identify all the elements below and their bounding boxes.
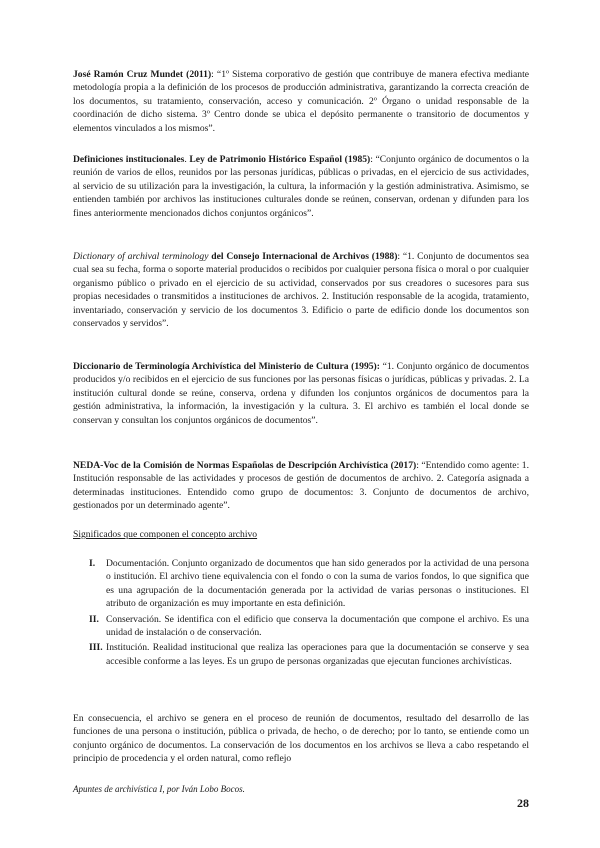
paragraph-text: : “Conjunto orgánico de documentos o la reunión de varios de ellos, reunidos por las personas jurídicas, públicas o privadas, en el ejercicio de sus actividades, al servicio de su utilización para la investigación, la cultura, la información y la gestión administrativa. Asimismo, se entienden también por archivos las instituciones culturales donde se reúnen, conservan, ordenan y difunden para los fines anteriormente mencionados dichos conjuntos orgánicos”.: [73, 154, 530, 219]
paragraph-text: : “1. Conjunto de documentos sea cual sea su fecha, forma o soporte material producidos o recibidos por cualquier persona física o moral o por cualquier organismo público o privado en el ejercicio de su actividad, conservados por sus creadores o sucesores para sus propias necesidades o transmitidos a instituciones de archivos. 2. Institución responsable de la acogida, tratamiento, inventariado, conservación y servicio de los documentos 3. Edificio o parte de edificio donde los documentos son conservados y servidos”.: [73, 251, 529, 330]
paragraph-diccionario-terminologia: [73, 360, 529, 427]
paragraph-text: : “1º Sistema corporativo de gestión que contribuye de manera efectiva mediante metodología propia a la definición de los procesos de producción administrativa, garantizando la correcta creación de los documentos, su tratamiento, conservación, acceso y comunicación. 2º Órgano o unidad responsable de la coordinación de dicho sistema. 3º Centro donde se ubica el depósito permanente o transitorio de documentos y elementos vinculados a los mismos”.: [73, 69, 529, 134]
author-citation: José Ramón Cruz Mundet (2011): [73, 69, 212, 80]
list-text: Conservación. Se identifica con el edificio que conserva la documentación que compone el archivo. Es una unidad de instalación o de conservación.: [106, 613, 529, 639]
list-number: II.: [89, 613, 99, 625]
law-citation: Ley de Patrimonio Histórico Español (1985): [189, 154, 371, 165]
paragraph-ley-patrimonio: Definiciones institucionales. Ley de Patrimonio Histórico Español (1985): “Conjunto orgánico de documentos o la reunión de varios de ellos, reunidos por las personas jurídicas, públicas o privadas, en el ejercicio de sus actividades, al servicio de su utilización para la investigación, la cultura, la información y la gestión administrativa. Asimismo, se entienden también por archivos las instituciones culturales donde se reúnen, conservan, ordenan y difunden para los fines anteriormente mencionados dichos conjuntos orgánicos”.: [73, 154, 530, 219]
source-citation: Diccionario de Terminología Archivística del Ministerio de Cultura (1995):: [73, 361, 380, 372]
paragraph-neda-voc: [73, 459, 529, 513]
list-number: I.: [89, 558, 96, 569]
paragraph-dictionary-archival: [73, 250, 529, 330]
list-text: Documentación. Conjunto organizado de documentos que han sido generados por la actividad de una persona o institución. El archivo tiene equivalencia con el fondo o con la suma de varios fondos, lo que significa que es una agrupación de la documentación generada por la actividad de varias personas o instituciones. El atributo de organización es muy importante en esta definición.: [106, 558, 529, 610]
paragraph-text: “1. Conjunto orgánico de documentos producidos y/o recibidos en el ejercicio de sus funciones por las personas físicas o jurídicas, públicas y privadas. 2. La institución cultural donde se reúne, conserva, ordena y difunden los conjuntos orgánicos de documentos para la gestión administrativa, la información, la investigación y la cultura. 3. El archivo es también el local donde se conservan y consultan los conjuntos orgánicos de documentos”.: [73, 361, 530, 426]
page-footer: Apuntes de archivística I, por Iván Lobo Bocos.: [73, 784, 245, 794]
section-label: Definiciones institucionales: [73, 154, 185, 165]
list-number: III.: [89, 642, 103, 654]
list-item: [73, 613, 529, 640]
book-title: Dictionary of archival terminology: [73, 251, 209, 262]
paragraph-conclusion: En consecuencia, el archivo se genera en el proceso de reunión de documentos, resultado del desarrollo de las funciones de una persona o institución, pública o privada, de hecho, o de derecho; por lo tanto, se entiende como un conjunto orgánico de documentos. La conservación de los documentos en los archivos se lleva a cabo respetando el principio de procedencia y el orden natural, como reflejo: [73, 713, 529, 765]
page-number: 28: [517, 796, 529, 810]
meanings-list: [73, 557, 529, 668]
section-heading: Significados que componen el concepto archivo: [73, 529, 258, 540]
source-citation: del Consejo Internacional de Archivos (1988): [208, 251, 398, 262]
list-text: Institución. Realidad institucional que realiza las operaciones para que la documentación se conserve y sea accesible conforme a las leyes. Es un grupo de personas organizadas que ejecutan funciones archivísticas.: [106, 642, 529, 667]
paragraph-cruz-mundet: [73, 68, 529, 135]
source-citation: NEDA-Voc de la Comisión de Normas Españolas de Descripción Archivística (2017): [73, 460, 417, 471]
list-item: [73, 641, 529, 668]
paragraph-text: : “Entendido como agente: 1. Institución responsable de las actividades y procesos de gestión de documentos de archivo. 2. Categoría asignada a determinadas instituciones. Entendido como grupo de documentos: 3. Conjunto de documentos de archivo, gestionados por un determinado agente”.: [73, 460, 529, 512]
list-item: [73, 557, 529, 611]
